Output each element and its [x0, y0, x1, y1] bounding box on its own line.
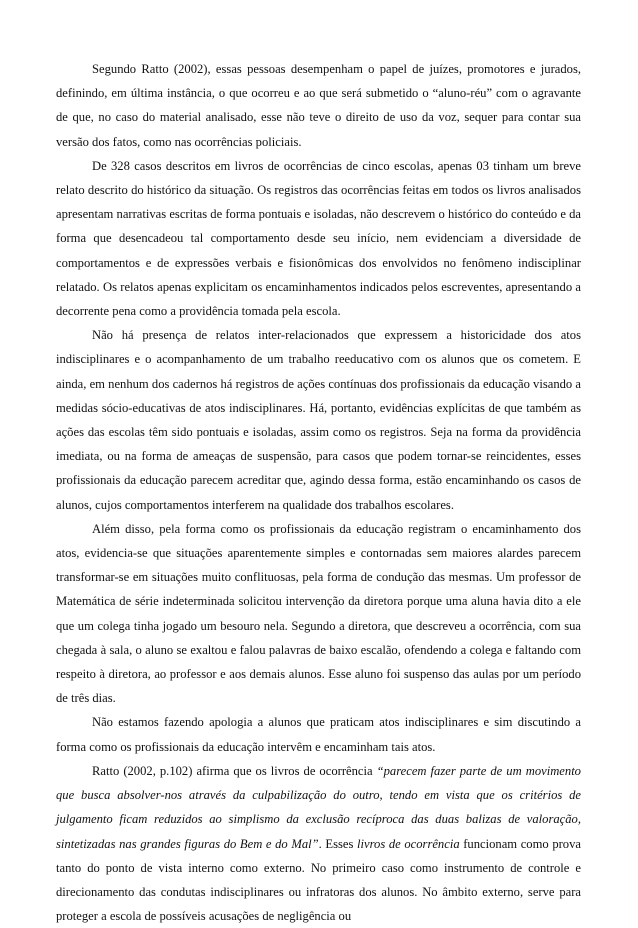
document-page — [56, 57, 581, 928]
paragraph-1 — [56, 57, 581, 154]
paragraph-text: Não estamos fazendo apologia a alunos que praticam atos indisciplinares e sim discutindo a forma como os profissionais da educação intervêm e encaminham tais atos. — [56, 715, 581, 754]
paragraph-text: Além disso, pela forma como os profissionais da educação registram o encaminhamento dos atos, evidencia-se que situações aparentemente simples e contornadas sem maiores alardes parecem transformar-se em situações muito conflituosas, pela forma de condução das mesmas. Um professor de Matemática de série indeterminada solicitou intervenção da diretora porque uma aluna havia dito a ele que um colega tinha jogado um besouro nela. Segundo a diretora, que descreveu a ocorrência, com sua chegada à sala, o aluno se exaltou e falou palavras de baixo escalão, ofendendo a colega e faltando com respeito à diretora, ao professor e aos demais alunos. Esse aluno foi suspenso das aulas por um período de três dias. — [56, 521, 581, 706]
paragraph-5 — [56, 710, 581, 758]
paragraph-text: De 328 casos descritos em livros de ocorrências de cinco escolas, apenas 03 tinham um breve relato descrito do histórico da situação. Os registros das ocorrências feitas em todos os livros analisados apresentam narrativas escritas de forma pontuais e isoladas, não descrevem o histórico do conteúdo e da forma que desencadeou tal comportamento desde seu início, nem evidenciam a diversidade de comportamentos e de expressões verbais e fisionômicas dos envolvidos no fenômeno indisciplinar relatado. Os relatos apenas explicitam os encaminhamentos indicados pelos escreventes, apresentando a decorrente pena como a providência tomada pela escola. — [56, 158, 581, 319]
paragraph-text: Não há presença de relatos inter-relacionados que expressem a historicidade dos atos indisciplinares e o acompanhamento de um trabalho reeducativo com os alunos que os cometem. E ainda, em nenhum dos cadernos há registros de ações contínuas dos profissionais da educação visando a medidas sócio-educativas de atos indisciplinares. Há, portanto, evidências explícitas de que também as ações das escolas têm sido pontuais e isoladas, assim como os registros. Seja na forma da providência imediata, ou na forma de ameaças de suspensão, para casos que podem tornar-se reincidentes, esses profissionais da educação parecem acreditar que, agindo dessa forma, estão encaminhando os casos de alunos, cujos comportamentos interferem na qualidade dos trabalhos escolares. — [56, 328, 581, 512]
paragraph-4 — [56, 517, 581, 711]
paragraph-text: Ratto (2002, p.102) afirma que os livros de ocorrência — [92, 763, 377, 778]
paragraph-3 — [56, 323, 581, 517]
paragraph-text: . Esses — [318, 836, 358, 851]
quotation-italic: “parecem fazer parte de um movimento que busca absolver-nos através da culpabilização do outro, tendo em vista que os critérios de julgamento ficam reduzidos ao simplismo da exclusão recíproca das duas balizas de valoração, sintetizadas nas grandes figuras do Bem e do Mal” — [56, 763, 581, 851]
paragraph-text: funcionam como prova tanto do ponto de vista interno como externo. No primeiro caso como instrumento de controle e direcionamento das condutas indisciplinares ou infratoras dos alunos. No âmbito externo, serve para proteger a escola de possíveis acusações de negligência ou — [56, 836, 581, 924]
term-italic: livros de ocorrência — [357, 836, 460, 851]
paragraph-text: Segundo Ratto (2002), essas pessoas desempenham o papel de juízes, promotores e jurados, definindo, em última instância, o que ocorreu e ao que será submetido o “aluno-réu” com o agravante de que, no caso do material analisado, esse não teve o direito de uso da voz, sequer para contar sua versão dos fatos, como nas ocorrências policiais. — [56, 62, 581, 149]
paragraph-2 — [56, 154, 581, 323]
